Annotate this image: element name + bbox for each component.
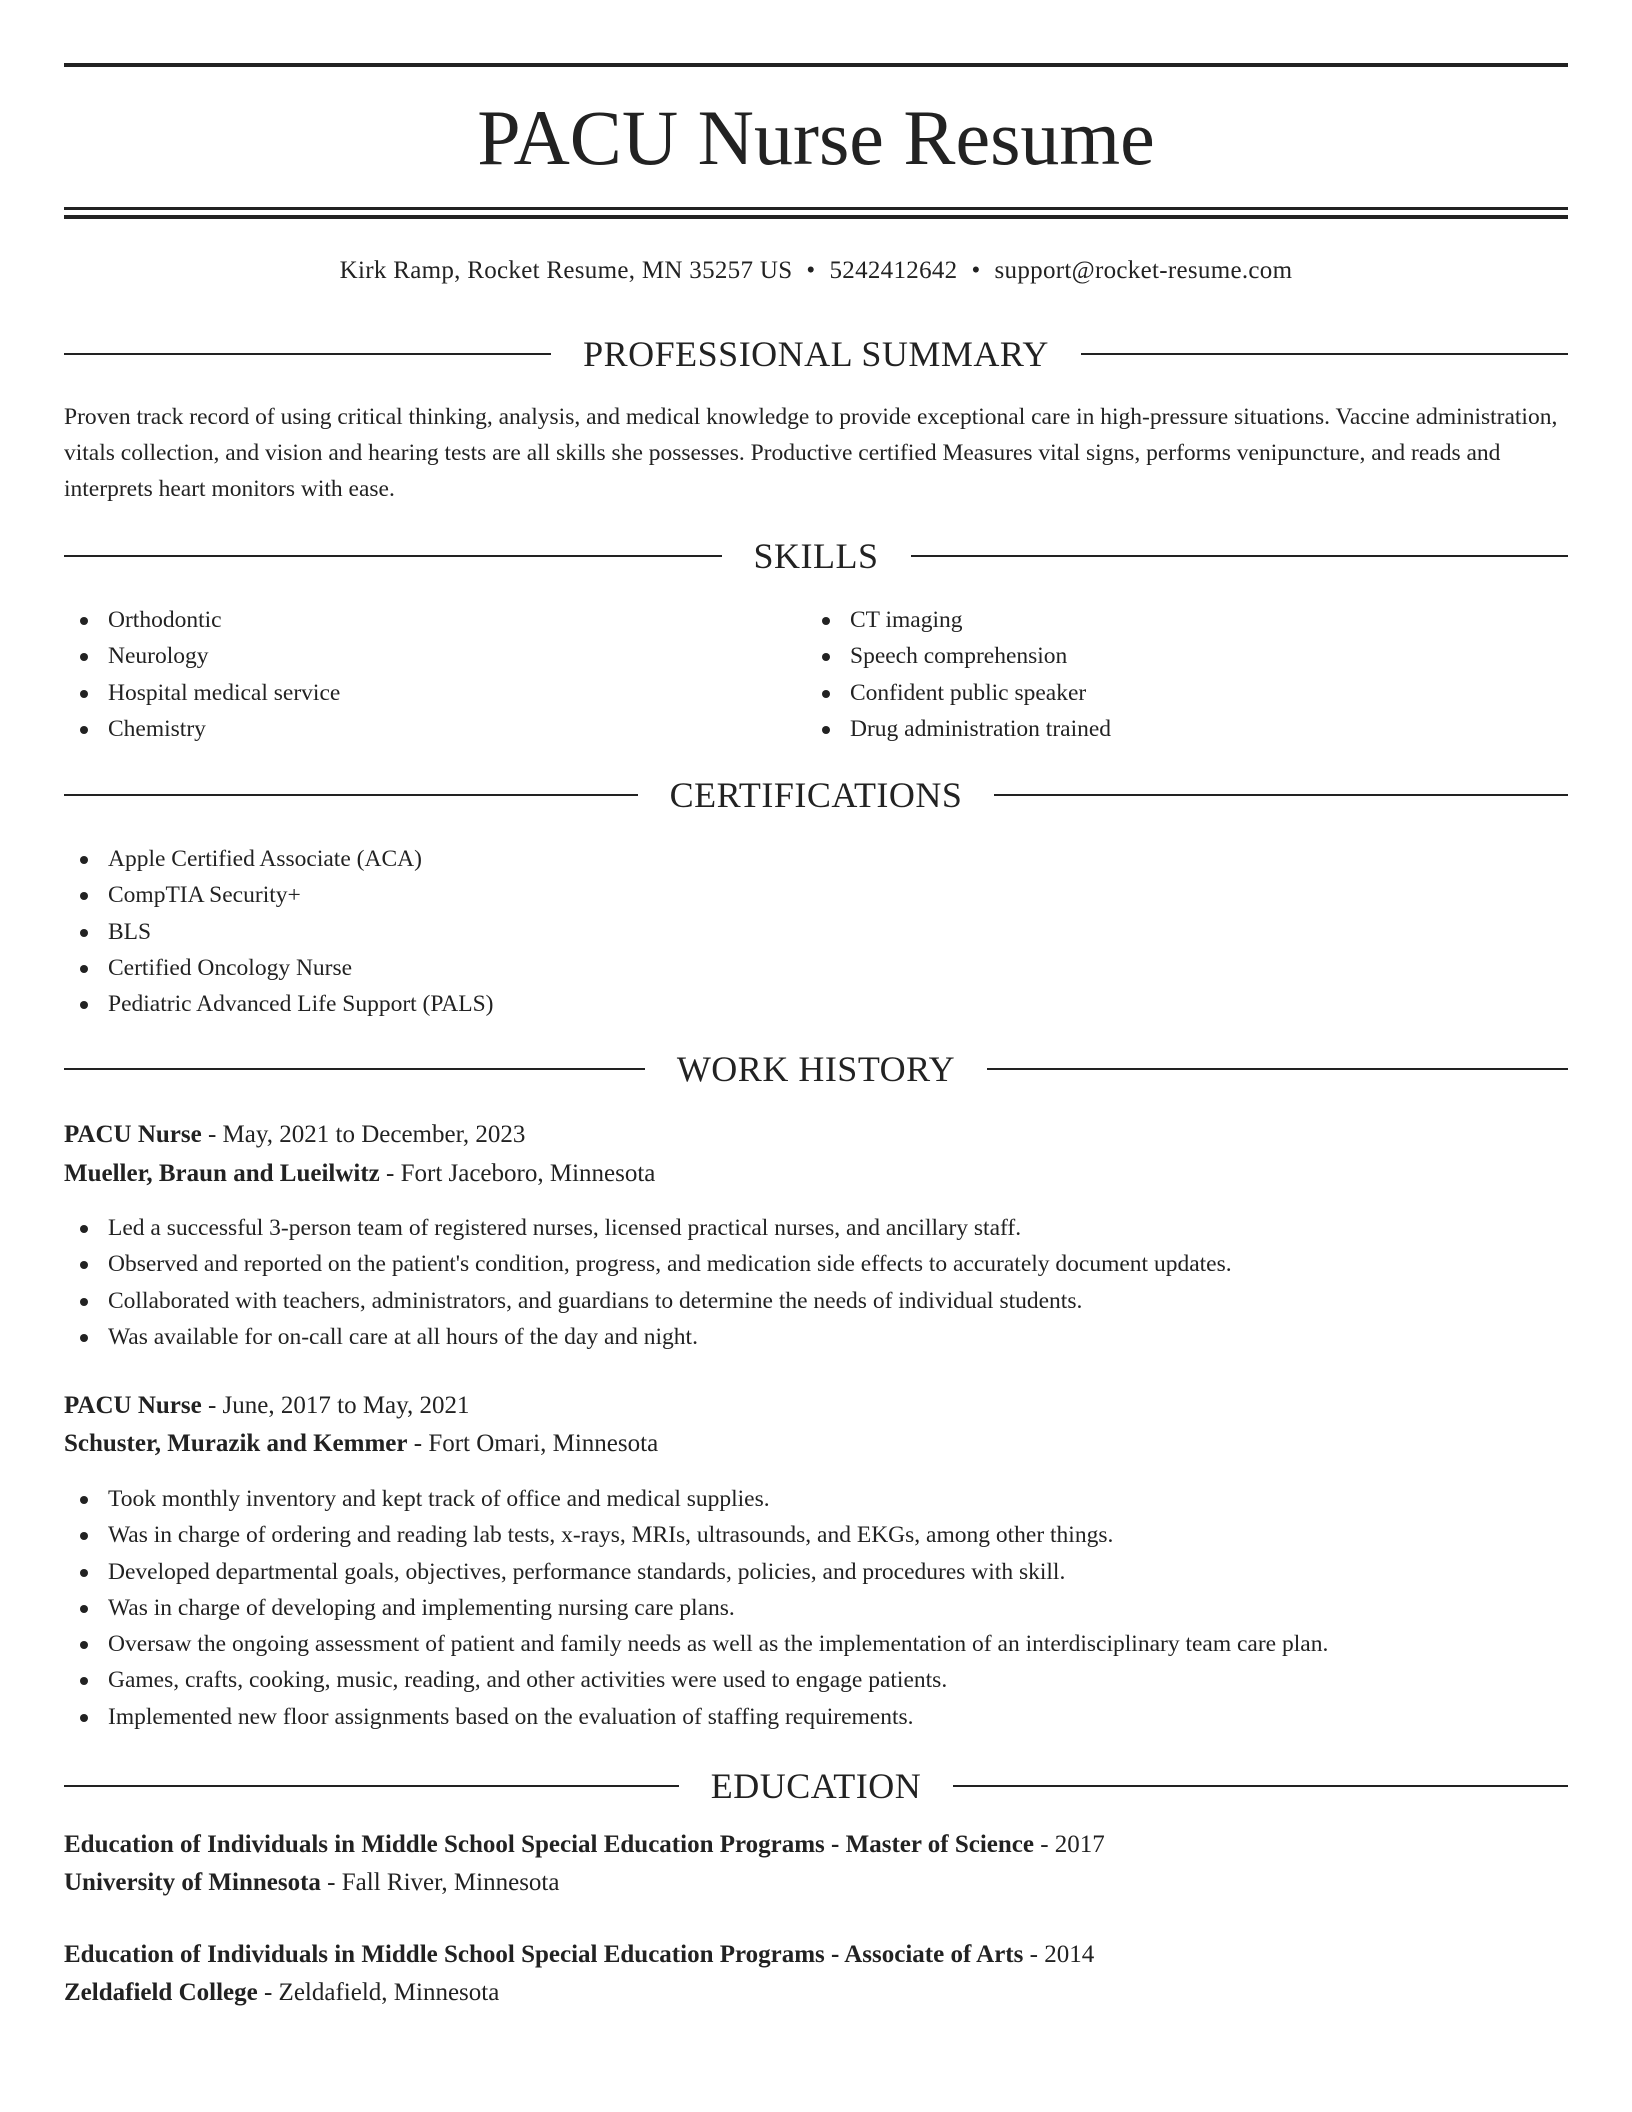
job-dates: - June, 2017 to May, 2021 bbox=[201, 1392, 470, 1419]
education-degree: Education of Individuals in Middle School Special Education Programs - Associate of Arts bbox=[64, 1941, 1024, 1968]
education-school-line bbox=[64, 1975, 1568, 2011]
divider-line bbox=[994, 794, 1568, 796]
job-duty: Developed departmental goals, objectives, performance standards, policies, and procedures with skill. bbox=[64, 1554, 1568, 1590]
job-company: Mueller, Braun and Lueilwitz bbox=[64, 1160, 380, 1187]
certification-item: BLS bbox=[64, 914, 1568, 950]
contact-separator: • bbox=[806, 257, 816, 284]
section-header-summary bbox=[64, 332, 1568, 376]
certification-item: Pediatric Advanced Life Support (PALS) bbox=[64, 986, 1568, 1022]
section-header-work-history bbox=[64, 1047, 1568, 1091]
education-year: - 2017 bbox=[1033, 1831, 1105, 1858]
job-employer-line bbox=[64, 1426, 1568, 1462]
education-location: - Zeldafield, Minnesota bbox=[257, 1979, 500, 2006]
education-degree-line bbox=[64, 1937, 1568, 1973]
divider-line bbox=[64, 555, 722, 557]
job-duty: Collaborated with teachers, administrators, and guardians to determine the needs of individual students. bbox=[64, 1283, 1568, 1319]
skill-item: Hospital medical service bbox=[64, 675, 804, 711]
job-title-line bbox=[64, 1388, 1568, 1424]
divider-line bbox=[953, 1785, 1568, 1787]
skill-item: Speech comprehension bbox=[806, 638, 1546, 674]
contact-line bbox=[64, 253, 1568, 289]
contact-address: Kirk Ramp, Rocket Resume, MN 35257 US bbox=[339, 257, 793, 284]
education-school-line bbox=[64, 1865, 1568, 1901]
job-duty: Games, crafts, cooking, music, reading, and other activities were used to engage patients. bbox=[64, 1662, 1568, 1698]
certification-item: Apple Certified Associate (ACA) bbox=[64, 841, 1568, 877]
job-location: - Fort Omari, Minnesota bbox=[407, 1430, 659, 1457]
job-title: PACU Nurse bbox=[64, 1121, 202, 1148]
job-duties-list bbox=[64, 1210, 1568, 1355]
job-title: PACU Nurse bbox=[64, 1392, 202, 1419]
contact-phone: 5242412642 bbox=[829, 257, 958, 284]
skill-item: Orthodontic bbox=[64, 602, 804, 638]
education-degree: Education of Individuals in Middle School Special Education Programs - Master of Science bbox=[64, 1831, 1034, 1858]
skills-list-left bbox=[64, 602, 804, 747]
job-employer-line bbox=[64, 1156, 1568, 1192]
section-header-certifications bbox=[64, 773, 1568, 817]
section-title: SKILLS bbox=[753, 536, 879, 576]
job-duty: Was in charge of ordering and reading lab tests, x-rays, MRIs, ultrasounds, and EKGs, among other things. bbox=[64, 1517, 1568, 1553]
divider-line bbox=[64, 353, 551, 355]
education-school: University of Minnesota bbox=[64, 1869, 321, 1896]
divider-line bbox=[911, 555, 1569, 557]
certification-item: CompTIA Security+ bbox=[64, 877, 1568, 913]
divider-line bbox=[64, 1785, 679, 1787]
job-location: - Fort Jaceboro, Minnesota bbox=[379, 1160, 656, 1187]
job-duty: Observed and reported on the patient's condition, progress, and medication side effects to accurately document updates. bbox=[64, 1246, 1568, 1282]
section-header-skills bbox=[64, 534, 1568, 578]
job-duty: Was in charge of developing and implementing nursing care plans. bbox=[64, 1590, 1568, 1626]
skill-item: Neurology bbox=[64, 638, 804, 674]
certifications-list bbox=[64, 841, 1568, 1022]
contact-email: support@rocket-resume.com bbox=[994, 257, 1293, 284]
certification-item: Certified Oncology Nurse bbox=[64, 950, 1568, 986]
section-title: CERTIFICATIONS bbox=[669, 775, 963, 815]
section-title: EDUCATION bbox=[710, 1766, 922, 1806]
divider-line bbox=[64, 794, 638, 796]
section-title: PROFESSIONAL SUMMARY bbox=[583, 334, 1049, 374]
job-duty: Was available for on-call care at all hours of the day and night. bbox=[64, 1319, 1568, 1355]
education-location: - Fall River, Minnesota bbox=[320, 1869, 560, 1896]
top-rule bbox=[64, 63, 1568, 67]
divider-line bbox=[1081, 353, 1568, 355]
job-duties-list bbox=[64, 1481, 1568, 1735]
divider-line bbox=[64, 1068, 645, 1070]
education-school: Zeldafield College bbox=[64, 1979, 258, 2006]
divider-line bbox=[987, 1068, 1568, 1070]
education-degree-line bbox=[64, 1827, 1568, 1863]
skill-item: Chemistry bbox=[64, 711, 804, 747]
skills-list-right bbox=[806, 602, 1546, 747]
resume-title: PACU Nurse Resume bbox=[477, 94, 1155, 181]
section-title: WORK HISTORY bbox=[676, 1049, 956, 1089]
job-duty: Led a successful 3-person team of registered nurses, licensed practical nurses, and ancillary staff. bbox=[64, 1210, 1568, 1246]
job-dates: - May, 2021 to December, 2023 bbox=[201, 1121, 526, 1148]
title-rule-upper bbox=[64, 207, 1568, 210]
job-duty: Implemented new floor assignments based on the evaluation of staffing requirements. bbox=[64, 1699, 1568, 1735]
job-duty: Oversaw the ongoing assessment of patient and family needs as well as the implementation of an interdisciplinary team care plan. bbox=[64, 1626, 1568, 1662]
section-header-education bbox=[64, 1764, 1568, 1808]
skill-item: Confident public speaker bbox=[806, 675, 1546, 711]
education-year: - 2014 bbox=[1023, 1941, 1095, 1968]
title-rule-lower bbox=[64, 215, 1568, 219]
job-title-line bbox=[64, 1117, 1568, 1153]
skill-item: CT imaging bbox=[806, 602, 1546, 638]
contact-separator: • bbox=[971, 257, 981, 284]
job-duty: Took monthly inventory and kept track of office and medical supplies. bbox=[64, 1481, 1568, 1517]
job-company: Schuster, Murazik and Kemmer bbox=[64, 1430, 408, 1457]
skill-item: Drug administration trained bbox=[806, 711, 1546, 747]
summary-text: Proven track record of using critical thinking, analysis, and medical knowledge to provide exceptional care in high-pressure situations. Vaccine administration, vitals collection, and vision and hearing tests are all skills she possesses. Productive certified Measures vital signs, performs venipuncture, and reads and interprets heart monitors with ease. bbox=[64, 404, 1558, 502]
